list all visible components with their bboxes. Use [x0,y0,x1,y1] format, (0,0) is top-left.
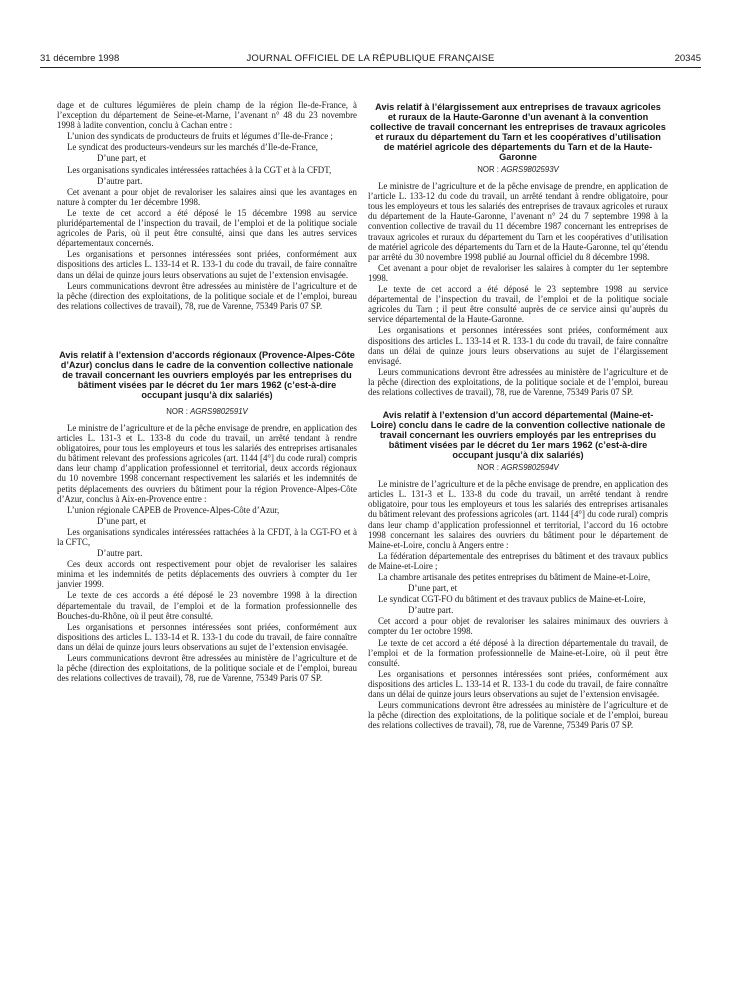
paragraph: Leurs communications devront être adressées au ministère de l’agriculture et de la pêche (direction des exploitations, de la politique sociale et de l’emploi, bureau des relations collectives de travail), 78, rue de Varenne, 75349 Paris 07 SP. [368,366,668,397]
paragraph: Le texte de cet accord a été déposé à la direction départementale du travail, de l’emploi et de la formation professionnelle de Maine-et-Loire, où il peut être consulté. [368,637,668,668]
paragraph: Ces deux accords ont respectivement pour objet de revaloriser les salaires minima et les indemnités de petits déplacements des ouvriers à compter du 1er janvier 1999. [57,559,357,590]
paragraph: Les organisations et personnes intéressées sont priées, conformément aux dispositions des articles L. 133-14 et R. 133-1 du code du travail, de faire connaître dans un délai de quinze jours leurs observations au sujet de l’extension envisagée. [57,621,357,652]
nor-code: AGRS9802593V [501,165,559,174]
party-line: D’une part, et [97,515,147,526]
party-line: D’autre part. [97,548,143,559]
paragraph: Les organisations syndicales intéressées rattachées à la CFDT, à la CGT-FO et à la CFTC, [57,526,357,547]
nor-code: AGRS9802594V [501,463,559,473]
nor-label: NOR : [477,165,499,174]
paragraph: Le texte de cet accord a été déposé le 23 septembre 1998 au service départemental de l’inspection du travail, de l’emploi et de la politique sociale agricoles du Tarn ; il peut être consulté auprès de ce service ainsi qu’auprès du service départemental de la Haute-Garonne. [368,284,668,325]
paragraph: dage et de cultures légumières de plein champ de la région Ile-de-France, à l’exception du département de Seine-et-Marne, l’avenant n° 48 du 23 novembre 1998 à ladite convention, conclu à Cachan entre : [57,100,357,131]
right-column [368,102,668,731]
paragraph: Les organisations et personnes intéressées sont priées, conformément aux dispositions des articles L. 133-14 et R. 133-1 du code du travail, de faire connaître dans un délai de quinze jours leurs observations au sujet de l’extension envisagée. [368,668,668,700]
nor-label: NOR : [166,406,188,416]
issue-date: 31 décembre 1998 [40,53,120,64]
paragraph: L’union régionale CAPEB de Provence-Alpes-Côte d’Azur, [67,504,280,515]
journal-title: JOURNAL OFFICIEL DE LA RÉPUBLIQUE FRANÇAISE [246,53,495,64]
left-column [57,100,357,684]
party-line: D’autre part. [408,605,454,616]
paragraph: Cet avenant a pour objet de revaloriser les salaires ainsi que les avantages en nature à compter du 1er décembre 1998. [57,186,357,207]
paragraph: Le syndicat des producteurs-vendeurs sur les marchés d’Ile-de-France, [67,142,318,153]
paragraph: Les organisations et personnes intéressées sont priées, conformément aux dispositions des articles L. 133-14 et R. 133-1 du code du travail, de faire connaître dans un délai de quinze jours leurs observations au sujet de l’extension envisagée. [57,249,357,280]
paragraph: Leurs communications devront être adressées au ministère de l’agriculture et de la pêche (direction des exploitations, de la politique sociale et de l’emploi, bureau des relations collectives de travail), 78, rue de Varenne, 75349 Paris 07 SP. [57,653,357,684]
paragraph: Le syndicat CGT-FO du bâtiment et des travaux publics de Maine-et-Loire, [378,594,646,605]
paragraph: Le ministre de l’agriculture et de la pêche envisage de prendre, en application de l’article L. 133-12 du code du travail, un arrêté tendant à rendre obligatoire, pour tous les employeurs et tous les salariés des entreprises de travaux agricoles et ruraux du département de la Haute-Garonne, l’avenant n° 24 du 7 septembre 1998 à la convention collective de travail du 11 décembre 1987 concernant les entreprises de travaux agricoles et ruraux du département du Tarn et les coopératives d’utilisation de matériel agricole des départements du Tarn et de la Haute-Garonne, tel qu’étendu par arrêté du 30 novembre 1998 publié au Journal officiel du 8 décembre 1998. [368,181,668,262]
paragraph: Cet accord a pour objet de revaloriser les salaires minimaux des ouvriers à compter du 1er octobre 1998. [368,616,668,637]
party-line: D’autre part. [97,175,143,186]
nor-label: NOR : [477,463,499,473]
paragraph: Les organisations et personnes intéressées sont priées, conformément aux dispositions des articles L. 133-14 et R. 133-1 du code du travail, de faire connaître dans un délai de quinze jours leurs observations au sujet de l’élargissement envisagé. [368,325,668,366]
paragraph: Le texte de cet accord a été déposé le 15 décembre 1998 au service pluridépartemental de l’inspection du travail, de l’emploi et de la politique sociale agricoles de Paris, où il peut être consulté, ainsi que dans les autres services départementaux concernés. [57,207,357,249]
nor-reference [57,407,357,417]
party-line: D’une part, et [97,153,147,164]
nor-code: AGRS9802591V [190,406,248,416]
notice-title: Avis relatif à l’élargissement aux entreprises de travaux agricoles et ruraux de la Haute-Garonne d’un avenant à la convention collective de travail concernant les entreprises de travaux agricoles et ruraux du département du Tarn et les coopératives d’utilisation de matériel agricole des départements du Tarn et de la Haute-Garonne [370,102,666,162]
party-line: D’une part, et [408,583,458,594]
page-number: 20345 [674,53,701,64]
paragraph: Cet avenant a pour objet de revaloriser les salaires à compter du 1er septembre 1998. [368,262,668,283]
header-rule [40,67,701,68]
paragraph: Le ministre de l’agriculture et de la pêche envisage de prendre, en application des articles L. 131-3 et L. 133-8 du code du travail, un arrêté tendant à rendre obligatoires, pour tous les employeurs et tous les salariés des entreprises artisanales du bâtiment relevant des professions agricoles (art. 1144 [4°] du code rural) compris dans leur champ d’application professionnel et territorial, deux accords régionaux du 10 novembre 1998 concernant respectivement les salariés et les indemnités de petits déplacements des ouvriers du bâtiment pour la région Provence-Alpes-Côte d’Azur, conclus à Aix-en-Provence entre : [57,422,357,504]
paragraph: Leurs communications devront être adressées au ministère de l’agriculture et de la pêche (direction des exploitations, de la politique sociale et de l’emploi, bureau des relations collectives de travail), 78, rue de Varenne, 75349 Paris 07 SP. [368,700,668,731]
nor-reference [368,463,668,473]
paragraph: Le ministre de l’agriculture et de la pêche envisage de prendre, en application des articles L. 131-3 et L. 133-8 du code du travail, un arrêté tendant à rendre obligatoire, pour tous les employeurs et tous les salariés des entreprises artisanales du bâtiment relevant des professions agricoles (art. 1144 [4°] du code rural) compris dans leur champ d’application professionnel et territorial, l’accord du 16 octobre 1998 concernant les salaires des ouvriers du bâtiment pour le département de Maine-et-Loire, conclu à Angers entre : [368,479,668,550]
paragraph: L’union des syndicats de producteurs de fruits et légumes d’Ile-de-France ; [67,131,333,142]
notice-title: Avis relatif à l’extension d’accords régionaux (Provence-Alpes-Côte d’Azur) conclus dans le cadre de la convention collective nationale de travail concernant les ouvriers employés par les entreprises du bâtiment visées par le décret du 1er mars 1962 (c’est-à-dire occupant jusqu’à dix salariés) [59,349,355,400]
page-header [40,53,701,67]
nor-reference [368,165,668,175]
paragraph: Les organisations syndicales intéressées rattachées à la CGT et à la CFDT, [67,164,332,175]
paragraph: Leurs communications devront être adressées au ministère de l’agriculture et de la pêche (direction des exploitations, de la politique sociale et de l’emploi, bureau des relations collectives de travail), 78, rue de Varenne, 75349 Paris 07 SP. [57,280,357,311]
paragraph: La fédération départementale des entreprises du bâtiment et des travaux publics de Maine-et-Loire ; [368,550,668,571]
paragraph: Le texte de ces accords a été déposé le 23 novembre 1998 à la direction départementale du travail, de l’emploi et de la formation professionnelle des Bouches-du-Rhône, où il peut être consulté. [57,590,357,621]
notice-title: Avis relatif à l’extension d’un accord départemental (Maine-et-Loire) conclu dans le cadre de la convention collective nationale de travail concernant les ouvriers employés par les entreprises du bâtiment visées par le décret du 1er mars 1962 (c’est-à-dire occupant jusqu’à dix salariés) [370,410,666,461]
paragraph: La chambre artisanale des petites entreprises du bâtiment de Maine-et-Loire, [378,572,651,582]
